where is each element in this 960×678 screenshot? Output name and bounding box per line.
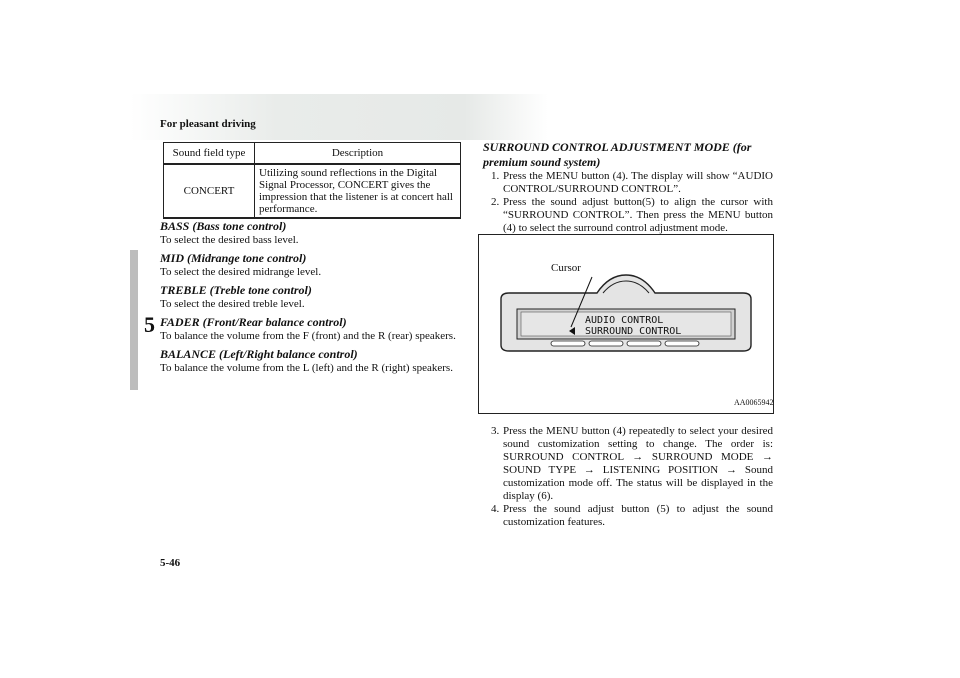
- treble-text: To select the desired treble level.: [160, 298, 305, 310]
- step-item: [483, 503, 773, 529]
- column-header-type: Sound field type: [164, 143, 255, 165]
- segment-indicator: [665, 341, 699, 346]
- segment-indicator: [551, 341, 585, 346]
- figure-code: AA0065942: [734, 398, 774, 407]
- audio-display-illustration: [479, 235, 773, 413]
- balance-text: To balance the volume from the L (left) and the R (right) speakers.: [160, 362, 453, 374]
- sound-field-table: [163, 142, 461, 219]
- step-item: [483, 170, 773, 196]
- cell-description: Utilizing sound reflections in the Digital Signal Processor, CONCERT gives the impression that the listener is at concert hall performance.: [255, 164, 461, 218]
- bass-heading: BASS (Bass tone control): [160, 219, 287, 233]
- table-header-row: [164, 143, 461, 165]
- fader-heading: FADER (Front/Rear balance control): [160, 315, 347, 329]
- mid-heading: MID (Midrange tone control): [160, 251, 307, 265]
- step-text: Press the MENU button (4) repeatedly to select your desired sound customization setting to change. The order is: SURROUND CONTROL → SURROUND MODE → SOUND TYPE → LISTENING POSITION → Sound customization mode off. The status will be displayed in the display (6).: [503, 425, 773, 502]
- segment-indicator: [589, 341, 623, 346]
- step-item: [483, 425, 773, 503]
- fader-text: To balance the volume from the F (front) and the R (rear) speakers.: [160, 330, 456, 342]
- right-column: [483, 140, 773, 235]
- step-text: Press the MENU button (4). The display will show “AUDIO CONTROL/SURROUND CONTROL”.: [503, 170, 773, 195]
- steps-list-top: [483, 170, 773, 235]
- display-line-2: SURROUND CONTROL: [585, 326, 682, 337]
- right-column-lower: [483, 425, 773, 529]
- bass-text: To select the desired bass level.: [160, 234, 299, 246]
- steps-list-bottom: [483, 425, 773, 529]
- step-number: 3.: [491, 425, 500, 437]
- left-column: [160, 219, 462, 379]
- step-number: 2.: [491, 196, 500, 208]
- balance-heading: BALANCE (Left/Right balance control): [160, 347, 358, 361]
- display-figure: [478, 234, 774, 414]
- step-number: 4.: [491, 503, 500, 515]
- step-number: 1.: [491, 170, 500, 182]
- step-item: [483, 196, 773, 235]
- chapter-number: 5: [144, 312, 155, 337]
- surround-heading: SURROUND CONTROL ADJUSTMENT MODE (for premium sound system): [483, 140, 752, 169]
- step-text: Press the sound adjust button (5) to adjust the sound customization features.: [503, 503, 773, 528]
- step-text: Press the sound adjust button(5) to align the cursor with “SURROUND CONTROL”. Then press the MENU button (4) to select the surround control adjustment mode.: [503, 196, 773, 234]
- section-title: For pleasant driving: [160, 118, 256, 130]
- cursor-callout: Cursor: [551, 262, 581, 274]
- treble-heading: TREBLE (Treble tone control): [160, 283, 312, 297]
- table-row: [164, 164, 461, 218]
- chapter-tab: [130, 250, 138, 390]
- page-number: 5-46: [160, 557, 181, 569]
- mid-text: To select the desired midrange level.: [160, 266, 322, 278]
- segment-indicator: [627, 341, 661, 346]
- header-band: [130, 94, 548, 140]
- cell-type: CONCERT: [164, 164, 255, 218]
- column-header-description: Description: [255, 143, 461, 165]
- display-line-1: AUDIO CONTROL: [585, 315, 664, 326]
